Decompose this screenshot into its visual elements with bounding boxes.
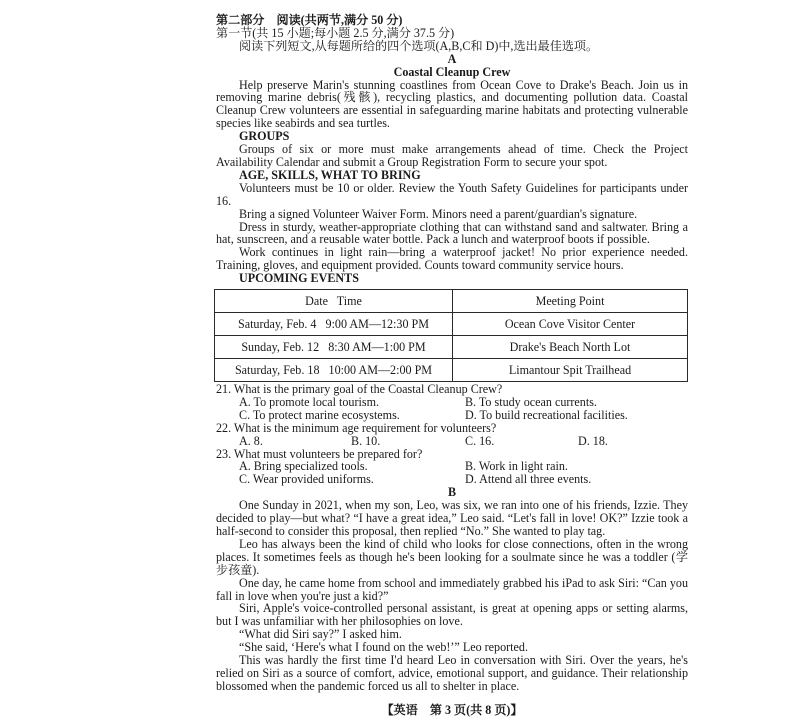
table-header-cell: Date Time bbox=[215, 290, 453, 313]
question-option: D. To build recreational facilities. bbox=[465, 407, 628, 422]
passage-b-paragraph: Leo has always been the kind of child who looks for close connections, often in the wrong places. It sometimes feels as though he's been looking for a soulmate since he was a toddler (学步孩童). bbox=[216, 536, 688, 577]
age-paragraph: Dress in sturdy, weather-appropriate clothing that can withstand sand and saltwater. Bring a hat, sunscreen, and a reusable water bottle. Pack a lunch and waterproof boots if possible. bbox=[216, 219, 688, 247]
passage-b-paragraph: One Sunday in 2021, when my son, Leo, was six, we ran into one of his friends, Izzie. They decided to play—but what? “I have a great idea,” Leo said. “Let's fall in love! OK?” Izzie took a half-second to consider this proposal, then replied “No.” She wanted to play tag. bbox=[216, 498, 688, 538]
part-title: 第二部分 阅读(共两节,满分 50 分) bbox=[216, 13, 403, 27]
passage-b-paragraph: One day, he came home from school and immediately grabbed his iPad to ask Siri: “Can you fall in love when you're just a kid?” bbox=[216, 575, 688, 603]
question-option: A. 8. bbox=[239, 433, 263, 448]
age-paragraph: Bring a signed Volunteer Waiver Form. Minors need a parent/guardian's signature. bbox=[239, 206, 638, 221]
question-stem: 21. What is the primary goal of the Coastal Cleanup Crew? bbox=[216, 382, 503, 397]
age-skills-heading: AGE, SKILLS, WHAT TO BRING bbox=[239, 167, 421, 182]
question-21 bbox=[216, 383, 688, 422]
table-cell-meeting-point: Drake's Beach North Lot bbox=[453, 336, 688, 359]
passage-b-paragraph: Siri, Apple's voice-controlled personal assistant, is great at opening apps or setting alarms, but I was unfamiliar with her philosophies on love. bbox=[216, 601, 688, 629]
passage-a-intro: Help preserve Marin's stunning coastlines from Ocean Cove to Drake's Beach. Join us in removing marine debris(残骸), recycling plastics, and documenting pollution data. Coastal Cleanup Crew volunteers are essential in safeguarding marine habitats and protecting vulnerable species like seabirds and sea turtles. bbox=[216, 77, 688, 131]
table-row bbox=[215, 359, 688, 382]
section-title: 第一节(共 15 小题;每小题 2.5 分,满分 37.5 分) bbox=[216, 25, 455, 40]
question-22 bbox=[216, 422, 688, 448]
table-header-row bbox=[215, 290, 688, 313]
groups-heading: GROUPS bbox=[239, 129, 290, 144]
table-row bbox=[215, 336, 688, 359]
age-paragraph: Volunteers must be 10 or older. Review the Youth Safety Guidelines for participants under 16. bbox=[216, 180, 688, 208]
question-option: B. Work in light rain. bbox=[465, 459, 568, 474]
passage-a-label: A bbox=[447, 51, 457, 66]
question-option: C. To protect marine ecosystems. bbox=[239, 407, 400, 422]
question-option: C. Wear provided uniforms. bbox=[239, 472, 374, 487]
question-option: D. Attend all three events. bbox=[465, 472, 592, 487]
question-options bbox=[216, 435, 688, 448]
passage-a-title: Coastal Cleanup Crew bbox=[393, 64, 511, 79]
passage-b-paragraph: This was hardly the first time I'd heard Leo in conversation with Siri. Over the years, he's relied on Siri as a source of comfort, advice, emotional support, and guidance. Their relationship blossomed when the pandemic forced us all to shelter in place. bbox=[216, 653, 688, 693]
question-options bbox=[216, 460, 688, 486]
table-header-cell: Meeting Point bbox=[453, 290, 688, 313]
question-option: A. To promote local tourism. bbox=[239, 394, 380, 409]
question-options bbox=[216, 396, 688, 422]
question-option: A. Bring specialized tools. bbox=[239, 459, 368, 474]
events-heading: UPCOMING EVENTS bbox=[239, 271, 359, 286]
question-option: D. 18. bbox=[578, 433, 608, 448]
exam-page bbox=[216, 14, 688, 693]
question-stem: 22. What is the minimum age requirement for volunteers? bbox=[216, 420, 497, 435]
page-footer: 【英语 第 3 页(共 8 页)】 bbox=[381, 703, 523, 717]
table-row bbox=[215, 313, 688, 336]
question-23 bbox=[216, 448, 688, 487]
groups-text: Groups of six or more must make arrangements ahead of time. Check the Project Availability Calendar and submit a Group Registration Form to secure your spot. bbox=[216, 142, 688, 169]
table-cell-date-time: Saturday, Feb. 4 9:00 AM—12:30 PM bbox=[215, 313, 453, 336]
table-cell-meeting-point: Limantour Spit Trailhead bbox=[453, 359, 688, 382]
passage-b-paragraph: “What did Siri say?” I asked him. bbox=[239, 627, 402, 642]
question-stem: 23. What must volunteers be prepared for? bbox=[216, 446, 423, 461]
instructions: 阅读下列短文,从每题所给的四个选项(A,B,C和 D)中,选出最佳选项。 bbox=[239, 38, 599, 53]
passage-b-label: B bbox=[447, 485, 457, 500]
table-cell-date-time: Saturday, Feb. 18 10:00 AM—2:00 PM bbox=[215, 359, 453, 382]
table-cell-meeting-point: Ocean Cove Visitor Center bbox=[453, 313, 688, 336]
age-paragraph: Work continues in light rain—bring a waterproof jacket! No prior experience needed. Training, gloves, and equipment provided. Counts toward community service hours. bbox=[216, 245, 688, 273]
table-cell-date-time: Sunday, Feb. 12 8:30 AM—1:00 PM bbox=[215, 336, 453, 359]
question-option: B. To study ocean currents. bbox=[465, 394, 597, 409]
question-option: B. 10. bbox=[351, 433, 381, 448]
passage-b-paragraph: “She said, ‘Here's what I found on the web!’” Leo reported. bbox=[239, 640, 528, 655]
question-option: C. 16. bbox=[465, 433, 495, 448]
events-table bbox=[214, 289, 688, 382]
